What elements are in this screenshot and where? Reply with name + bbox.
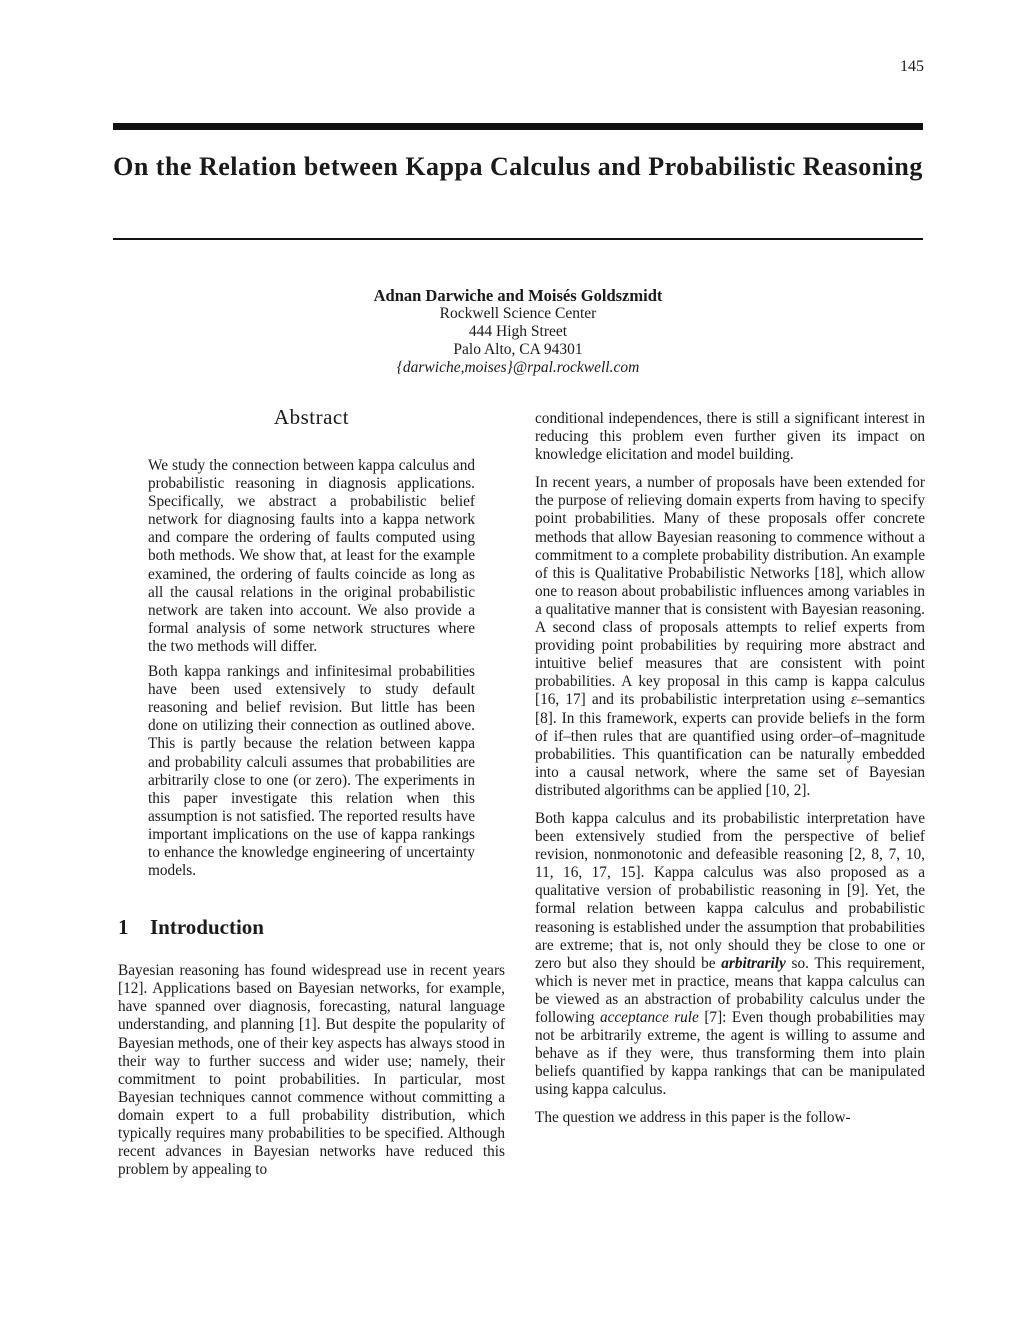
introduction-heading bbox=[118, 915, 505, 940]
para3-text-b: so. This requirement, which is never met in practice, means that kappa calculus can be viewed as an abstraction of probability calculus under the following bbox=[535, 954, 925, 1026]
abstract-paragraph-1: We study the connection between kappa calculus and probabilistic reasoning in diagnosis applications. Specifically, we abstract a probabilistic belief network for diagnosing faults into a kappa network and compare the ordering of faults computed using both methods. We show that, at least for the example examined, the ordering of faults coincide as long as all the causal relations in the original probabilistic network are taken into account. We also provide a formal analysis of some network structures where the two methods will differ. bbox=[148, 457, 475, 655]
para2-text-a: In recent years, a number of proposals have been extended for the purpose of relieving domain experts from having to specify point probabilities. Many of these proposals offer concrete methods that allow Bayesian reasoning to commence without a commitment to a complete probability distribution. An example of this is Qualitative Probabilistic Networks [18], which allow one to reason about probabilistic influences among variables in a qualitative manner that is consistent with Bayesian reasoning. A second class of proposals attempts to relief experts from providing point probabilities by requiring more abstract and intuitive belief measures that are consistent with point probabilities. A key proposal in this camp is kappa calculus [16, 17] and its probabilistic interpretation using bbox=[535, 474, 925, 709]
arbitrarily-emphasis: arbitrarily bbox=[721, 954, 786, 972]
acceptance-rule-emphasis: acceptance rule bbox=[599, 1009, 699, 1026]
introduction-paragraph-4: The question we address in this paper is the follow- bbox=[535, 1109, 851, 1127]
author-affiliation: Rockwell Science Center bbox=[439, 305, 597, 322]
author-city: Palo Alto, CA 94301 bbox=[453, 341, 583, 358]
introduction-paragraph-1: Bayesian reasoning has found widespread use in recent years [12]. Applications based on Bayesian networks, for example, have spanned over diagnosis, forecasting, natural language understanding, and planning [1]. But despite the popularity of Bayesian methods, one of their key aspects has always stood in their way to further success and wider use; namely, their commitment to point probabilities. In particular, most Bayesian techniques cannot commence without committing a domain expert to a full probability distribution, which typically requires many probabilities to be specified. Although recent advances in Bayesian networks have reduced this problem by appealing to bbox=[118, 962, 506, 1179]
para3-text-c: [7]: Even though probabilities may not be arbitrarily extreme, the agent is willing to assume and behave as if they were, thus transforming them into plain beliefs quantified by kappa rankings that can be manipulated using kappa calculus. bbox=[535, 1009, 925, 1099]
abstract-body bbox=[148, 457, 475, 880]
paper-title: On the Relation between Kappa Calculus and Probabilistic Reasoning bbox=[113, 152, 923, 181]
author-block bbox=[113, 287, 923, 377]
introduction-paragraph-1-cont: conditional independences, there is still a significant interest in reducing this problem even further given its impact on knowledge elicitation and model building. bbox=[535, 410, 925, 464]
author-email: {darwiche,moises}@rpal.rockwell.com bbox=[396, 359, 640, 376]
introduction-paragraph-2 bbox=[535, 474, 925, 800]
abstract-heading: Abstract bbox=[273, 405, 350, 429]
epsilon-symbol: ε bbox=[850, 691, 858, 709]
left-column bbox=[118, 405, 505, 1186]
title-bottom-rule bbox=[113, 238, 923, 240]
section-title: Introduction bbox=[150, 915, 264, 940]
author-street: 444 High Street bbox=[468, 323, 568, 340]
abstract-paragraph-2: Both kappa rankings and infinitesimal probabilities have been used extensively to study default reasoning and belief revision. But little has been done on utilizing their connection as outlined above. This is partly because the relation between kappa and probability calculi assumes that probabilities are arbitrarily close to one (or zero). The experiments in this paper investigate this relation when this assumption is not satisfied. The reported results have important implications on the use of kappa rankings to enhance the knowledge engineering of uncertainty models. bbox=[148, 663, 475, 880]
section-number: 1 bbox=[118, 915, 129, 940]
author-names: Adnan Darwiche and Moisés Goldszmidt bbox=[373, 286, 663, 305]
title-top-rule bbox=[113, 123, 923, 130]
para3-text-a: Both kappa calculus and its probabilistic interpretation have been extensively studied from the perspective of belief revision, nonmonotonic and defeasible reasoning [2, 8, 7, 10, 11, 16, 17, 15]. Kappa calculus was also proposed as a qualitative version of probabilistic reasoning in [9]. Yet, the formal relation between kappa calculus and probabilistic reasoning is established under the assumption that probabilities are extreme; that is, not only should they be close to one or zero but also they should be bbox=[535, 809, 925, 972]
page-number: 145 bbox=[900, 58, 924, 75]
introduction-paragraph-3 bbox=[535, 810, 925, 1100]
right-column bbox=[535, 410, 925, 1138]
para2-text-b: –semantics [8]. In this framework, experts can provide beliefs in the form of if–then rules that are quantified using order–of–magnitude probabilities. This quantification can be naturally embedded into a causal network, where the same set of Bayesian distributed algorithms can be applied [10, 2]. bbox=[535, 691, 925, 799]
